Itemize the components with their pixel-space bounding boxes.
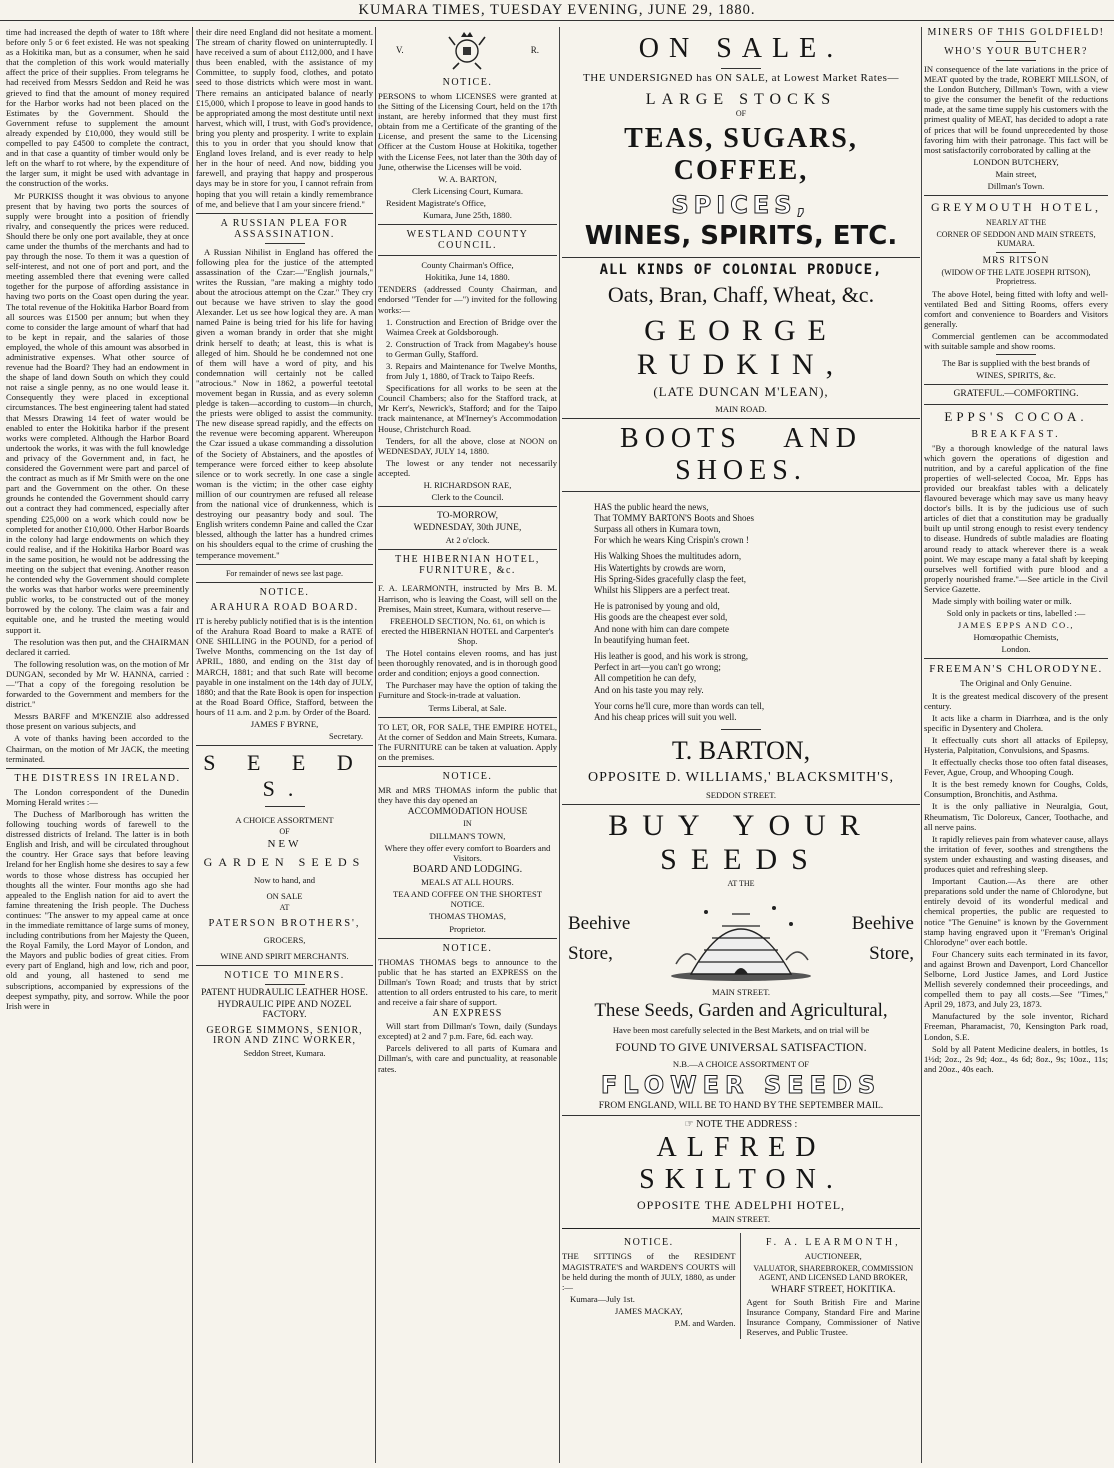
divider [924, 404, 1108, 405]
ad-line: MAIN STREET. [711, 1214, 771, 1225]
learmonth-heading: F. A. LEARMONTH, [765, 1237, 901, 1249]
notice-signature: JAMES MACKAY, [614, 1305, 683, 1316]
ad-line: NEW [267, 837, 302, 850]
divider [562, 257, 920, 258]
ad-line: MRS RITSON [982, 255, 1050, 266]
t-barton: T. BARTON, [671, 736, 811, 766]
beehive-store-block [562, 891, 920, 987]
divider [562, 804, 920, 805]
ad-body: It acts like a charm in Diarrhœa, and is the only specific in Dysentery and Cholera. [924, 712, 1108, 733]
poem-line: And his cheap prices will suit you well. [594, 712, 737, 723]
article-paragraph: The London correspondent of the Dunedin Morning Herald writes :— [6, 786, 189, 807]
notice-body: IT is hereby publicly notified that is is the intention of the Arahura Road Board to make a RATE of ONE SHILLING in the POUND, for a period of Twelve Months, commencing on the 1st day of APRIL, 1880, and ending on the 31st day of MARCH, 1881; and that such Rate will become payable in one instalment on the 14th day of JULY, 1880; and that the Rate Book is open for inspection at the Road Board Office, Stafford, between the hours of 11 a.m. and 2 p.m. by Order of the Board. [196, 616, 373, 717]
article-heading: THE DISTRESS IN IRELAND. [14, 772, 181, 784]
ad-line: Sold only in packets or tins, labelled :— [946, 608, 1086, 619]
ad-line: SEDDON STREET. [705, 790, 777, 801]
poem-line: His goods are the cheapest ever sold, [594, 612, 728, 623]
beehive-right-2: Store, [869, 942, 914, 964]
ad-line: (LATE DUNCAN M'LEAN), [653, 383, 829, 399]
poem-line: He is patronised by young and old, [594, 601, 720, 612]
divider [562, 1115, 920, 1116]
notice-body: Will start from Dillman's Town, daily (Sundays excepted) at 2 and 7 p.m. Fare, 6d. each way. [378, 1021, 557, 1042]
divider [996, 41, 1036, 42]
column-4 [562, 27, 920, 1463]
poem-line: Whilst his Slippers are a perfect treat. [594, 585, 730, 596]
ad-line: N.B.—A CHOICE ASSORTMENT OF [672, 1059, 810, 1070]
ad-line: OF [735, 109, 747, 118]
ad-line: A CHOICE ASSORTMENT [235, 815, 334, 826]
ad-line: BOARD AND LODGING. [412, 864, 523, 876]
ad-body: It is the only palliative in Neuralgia, Gout, Rheumatism, Tic Doloreux, Cancer, Toothache, and all nerve pains. [924, 801, 1108, 832]
divider [562, 418, 920, 419]
notice-body: TENDERS (addressed County Chairman, and endorsed "Tender for —") invited for the following works:— [378, 284, 557, 315]
ad-line: LONDON BUTCHERY, [973, 156, 1059, 167]
notice-heading: WESTLAND COUNTY COUNCIL. [406, 229, 529, 252]
notice-signature: P.M. and Warden. [674, 1317, 736, 1328]
column-5 [924, 27, 1108, 1463]
ad-body: It effectually cuts short all attacks of Epilepsy, Hysteria, Palpitation, Convulsions, and Spasms. [924, 734, 1108, 755]
on-sale-title: ON SALE. [638, 33, 844, 64]
large-stocks: LARGE STOCKS [645, 91, 837, 108]
divider [924, 384, 1108, 385]
notice-signature: JAMES F BYRNE, [250, 719, 319, 730]
ad-line: GEORGE SIMMONS, SENIOR, IRON AND ZINC WORKER, [206, 1025, 363, 1047]
divider [996, 60, 1036, 61]
poem-line: HAS the public heard the news, [594, 501, 709, 512]
notice-heading: NOTICE. [623, 1237, 674, 1249]
ad-body: Sold by all Patent Medicine dealers, in bottles, 1s 1½d; 2oz., 2s 9d; 4oz., 4s 6d; 8oz., 9s; 10oz., 11s; and 20oz., 40s each. [924, 1043, 1108, 1074]
ad-body: IN consequence of the late variations in the price of MEAT quoted by the trade, ROBERT MILLSON, of the London Butchery, Dillman's Town, with a view to give the consumer the benefit of the reductions made, at the same time supply his customers with the primest quality of MEAT, has decided to adopt a rate of prices that will be found unprecedented by those favoring him with their patronage. This fact will be most satisfactorily corroborated by calling at the [924, 64, 1108, 155]
notice-line: Hokitika, June 14, 1880. [425, 272, 510, 283]
ad-body: It is the greatest medical discovery of the present century. [924, 690, 1108, 711]
poem-line: And none with him can dare compete [594, 623, 729, 634]
ad-line: Now to hand, and [253, 875, 316, 885]
ad-line: GROCERS, [263, 934, 306, 945]
divider [265, 243, 305, 244]
sale-date: At 2 o'clock. [445, 535, 490, 546]
greymouth-heading: GREYMOUTH HOTEL, [931, 200, 1101, 215]
ad-body: Commercial gentlemen can be accommodated with suitable sample and show rooms. [924, 331, 1108, 352]
poem-line: His Walking Shoes the multitudes adorn, [594, 551, 742, 562]
ad-line: The Original and Only Genuine. [960, 678, 1072, 689]
boots-and-shoes: BOOTS AND SHOES. [620, 422, 862, 486]
poem-line: That TOMMY BARTON'S Boots and Shoes [594, 512, 755, 523]
notice-item: 3. Repairs and Maintenance for Twelve Months, from July 1, 1880, of Track to Taipo Reefs. [386, 360, 557, 382]
divider [924, 658, 1108, 659]
notice-item: 1. Construction and Erection of Bridge over the Waimea Creek at Goldsborough. [386, 316, 557, 337]
divider [378, 549, 557, 550]
divider [265, 984, 305, 985]
ad-line: AT THE [727, 879, 755, 889]
notice-body: F. A. LEARMONTH, instructed by Mrs B. M. Harrison, who is leaving the Coast, will sell on the Premises, Main street, Kumara, without reserve— [378, 583, 557, 614]
ad-line: AUCTIONEER, [804, 1251, 862, 1262]
teas-sugars-coffee: TEAS, SUGARS, COFFEE, [624, 122, 858, 186]
divider [196, 582, 373, 583]
column-divider [375, 27, 376, 1463]
article-paragraph: Messrs BARFF and M'KENZIE also addressed those present on various subjects, and [6, 711, 189, 732]
ad-line: VALUATOR, SHAREBROKER, COMMISSION AGENT, AND LICENSED LAND BROKER, [753, 1263, 914, 1282]
epps-subheading: BREAKFAST. [971, 428, 1061, 440]
these-seeds: These Seeds, Garden and Agricultural, [594, 999, 888, 1021]
ad-line: MAIN ROAD. [715, 403, 767, 414]
article-paragraph: time had increased the depth of water to 18ft where before only 5 or 6 feet existed. He was not speaking as a Hokitika man, but as a consumer, when he said that the completion of this work would materially affect the price of their supplies. From telegrams he had received from Messrs Seddon and Reid he was grieved to find that the amount of money required for the Harbor works had not been placed on the Estimates by the Government. Should the Government refuse to supplement the amount already expended by £10,000, they would still be compelled to pay £4500 to complete the contract, and in that case a quantity of timber would only be left on the wharf to rot where, by the expenditure of the larger sum, it might be used with advantage in the construction of the works. [6, 27, 189, 189]
ad-line: PATERSON BROTHERS', [208, 917, 361, 929]
article-paragraph: A vote of thanks having been accorded to the Chairman, on the motion of Mr JACK, the meeting terminated. [6, 733, 189, 764]
divider [378, 255, 557, 256]
divider [721, 729, 761, 730]
ad-line: PATENT HUDRAULIC LEATHER HOSE. [201, 987, 368, 998]
divider [378, 224, 557, 225]
ad-line: AN EXPRESS [432, 1008, 503, 1020]
divider [996, 354, 1036, 355]
notice-body: Terms Liberal, at Sale. [428, 702, 507, 713]
article-paragraph: The resolution was then put, and the CHAIRMAN declared it carried. [6, 636, 189, 657]
pointing-hand-icon: ☞ [684, 1119, 697, 1131]
ad-line: GARDEN SEEDS [203, 854, 366, 869]
colonial-produce: ALL KINDS OF COLONIAL PRODUCE, [599, 261, 883, 278]
notice-body: TO LET, OR, FOR SALE, THE EMPIRE HOTEL, At the corner of Seddon and Main Streets, Kumara. The FURNITURE can be taken at valuation. Apply on the premises. [378, 721, 557, 762]
crest-r: R. [530, 45, 539, 55]
ad-line: MAIN STREET. [711, 986, 771, 997]
article-paragraph: The Duchess of Marlborough has written the following touching words of farewell to the distressed districts of Ireland. The latter is in both English and Irish, and will be circulated throughout the country. Her Grace says that before leaving Ireland for her English home she desires to say a few words to those whose distress has occupied her thoughts all the winter. Four months ago she had appealed to the English nation for aid to avert the famine threatening the Irish people. The Duchess continues: "The answer to my appeal came at once in the immediate remittance of large sums of money, including contributions from her Majesty the Queen, the Royal Family, the Lord Mayor of London, and the Mayors and public bodies of great cities. From every part of England, high and low, rich and poor, old and young, all hastened to send me subscriptions, accompanied by expressions of the deepest sympathy, pity, and sorrow. While the poor Irish were in [6, 808, 189, 1011]
notice-signature: Resident Magistrate's Office, [386, 197, 486, 208]
buy-your-seeds: BUY YOUR SEEDS [608, 809, 874, 877]
notice-body: THOMAS THOMAS begs to announce to the public that he has started an EXPRESS on the Dillman's Town Road; and trusts that by strict attention to all orders entrusted to his care, to merit and receive a fair share of support. [378, 956, 557, 1007]
poem-line: For which he wears King Crispin's crown ! [594, 535, 749, 546]
poem-line: His Watertights by crowds are worn, [594, 562, 726, 573]
wines-spirits: WINES, SPIRITS, ETC. [584, 220, 898, 251]
george-rudkin: GEORGE RUDKIN, [636, 313, 846, 381]
royal-crest-icon [445, 29, 489, 71]
freeman-heading: FREEMAN'S CHLORODYNE. [929, 663, 1103, 676]
column-1 [6, 27, 189, 1463]
notice-body: The lowest or any tender not necessarily accepted. [378, 457, 557, 478]
notice-signature: Secretary. [328, 731, 363, 742]
article-paragraph: A Russian Nihilist in England has offered the following plea for the justice of the attempted assassination of the Czar:—"English journals," writes the Russian, "are making a mighty todo about the atrocious attempt on the Czar." They cry out because we have striven to slay the good Alexander. Let us see how logical they are. A man named Paine is being tried for his life for having given a woman brandy in order that she might drink herself to death; at least, this is what is alleged of him. Should he be condemned not one of them will have a word of pity, and his condemnation will certainly not be called "atrocious." Now in 1862, a powerful teetotal movement began in Russia, and as every solemn pledge is taken—according to custom—in church, the priests were obliged to assist the community. The new disease spread rapidly, and the effects on the revenue were becoming apparent. Whereupon the Czar issued a ukase commanding a dissolution of the Society of Abstainers, and the apostles of temperance were forced either to keep absolute silence or to work secretly. In one case a single woman is the victim; in the other case eighty million of our countrymen are refused all release from the national vice of drunkenness, which is destroying our peasantry body and soul. The English writers condemn Paine and called the Czar blessed, although the latter has a hundred crimes on his shoulders equal to the crime of crushing the temperance movement." [196, 246, 373, 560]
divider [196, 213, 373, 214]
ad-body: It rapidly relieves pain from whatever cause, allays the irritation of fever, soothes and strengthens the system under exhausting and wasting diseases, and produces quiet and refreshing sleep. [924, 833, 1108, 875]
article-paragraph: The following resolution was, on the motion of Mr DUNGAN, seconded by Mr W. HANNA, carried :—"That a copy of the foregoing resolution be forwarded to the Government and members for the district." [6, 658, 189, 710]
poem-line: Perfect in art—you can't go wrong; [594, 662, 721, 673]
notice-line: Kumara—July 1st. [570, 1293, 635, 1304]
beehive-icon [666, 894, 816, 984]
ad-line: THE UNDERSIGNED has ON SALE, at Lowest Market Rates— [583, 72, 899, 84]
ad-line: (WIDOW OF THE LATE JOSEPH RITSON), Proprietress. [941, 267, 1091, 287]
ad-line: GRATEFUL.—COMFORTING. [953, 389, 1079, 400]
ad-body: "By a thorough knowledge of the natural laws which govern the operations of digestion and nutrition, and by a careful application of the fine properties of well-selected Cocoa, Mr. Epps has provided our breakfast tables with a delicately flavoured beverage which may save us many heavy doctor's bills. It is by the judicious use of such articles of diet that a constitution may be gradually built up until strong enough to resist every tendency to disease. Hundreds of subtle maladies are floating around ready to attack wherever there is a weak point. We may escape many a fatal shaft by keeping ourselves well fortified with pure blood and a properly nourished frame."—See article in the Civil Service Gazette. [924, 442, 1108, 594]
boots-poem [562, 502, 920, 724]
divider [378, 938, 557, 939]
ad-line: IN [463, 819, 472, 829]
column-divider [921, 27, 922, 1463]
poem-line: And on his taste you may rely. [594, 684, 704, 695]
ad-line: Homœopathic Chemists, [973, 632, 1059, 643]
column-3 [378, 27, 557, 1463]
divider [6, 768, 189, 769]
divider [378, 506, 557, 507]
sale-date: WEDNESDAY, 30th JUNE, [413, 523, 522, 534]
column-divider [559, 27, 560, 1463]
column-divider [192, 27, 193, 1463]
divider [265, 806, 305, 807]
article-paragraph: their dire need England did not hesitate a moment. The stream of charity flowed on uninterruptedly. I have received a sum of about £112,000, and I have thus been enabled, with the assistance of my Committee, to supply food, clothes, and potato seed to those districts which were most in want. There remains an anticipated balance of nearly £15,000, which I propose to leave in good hands to be appropriated among the most destitute until next harvest, which will, I trust, with God's providence, bring you plenty and prosperity. I write to explain this to you in order that you should know that England loves Ireland, and is ever ready to help her in the hour of need. And now, bidding you farewell, and praying that happy and prosperous days may be in store for you, I cannot refrain from hoping that you will retain a kindly remembrance of me, and believe that I am your sincere friend." [196, 27, 373, 209]
notice-body: The Purchaser may have the option of taking the Furniture and Stock-in-trade at valuation. [378, 680, 557, 701]
ad-line: ON SALE [266, 891, 303, 902]
sale-date: TO-MORROW, [437, 511, 498, 522]
notice-heading: NOTICE. [442, 77, 493, 88]
notice-heading: NOTICE. [259, 587, 310, 599]
beehive-left-1: Beehive [568, 912, 631, 934]
ad-body: Made simply with boiling water or milk. [932, 595, 1072, 606]
article-paragraph: Mr PURKISS thought it was obvious to anyone present that by having two ports the sources of supply were brought into a position of friendly rivalry, and consequently the prices were reduced. Should there be only one port available, they at once came under the thumbs of the merchants and had to pay through the nose. To them it was a question of self-interest, and not one of port and port, and the meeting assembled there that evening were called together for the purpose of affording assistance in having two ports on the Coast open during the year. The total revenue of the Hokitika Harbor Board from all sources was £1500 per annum; but when they come to consider the large amount of wharf that had to be kept in repair, and the salaries of those employed, the whole of this amount was absorbed in administrative expenses. What other source of revenue had the Board? They had an endowment in the shape of land down South on which they could not raise a single penny, as no one would lease it. Consequently they were placed in exceptional circumstances. The best engineering talent had stated that Messrs Drawing 14 feet of water would be enabled to enter the Hokitika harbor if the present works were completed. Although the Harbor Board undertook the works, it was with the full knowledge and privacy of the Government and, in fact, he considered the Government were part and parcel of the contract as much as if Mr Smith were on the one part and the Government on the other. On these grounds he contended the Government should carry out a contract they had commenced, especially after spending £25,000 on a work which could now be completed for another £10,000. Other Harbor Boards in the colony had large endowments on which they could realise, and if the Hokitika Harbor Board was in the same position, he would not be addressing the meeting on the subject that evening. Another reason he contended why the Government should complete the works was that harbor works were preeminently public works, to be constructed out of the money borrowed by the colony. The claim was a fair and equitable one, and he trusted the meeting would support it. [6, 190, 189, 635]
divider [448, 579, 488, 580]
note-address-label: NOTE THE ADDRESS : [696, 1119, 798, 1131]
column-2 [196, 27, 373, 1463]
divider [196, 745, 373, 746]
notice-heading: MINERS OF THIS GOLDFIELD! [927, 27, 1105, 38]
notice-item: 2. Construction of Track from Magabey's house to German Gully, Stafford. [386, 338, 557, 359]
remainder-note: For remainder of news see last page. [225, 568, 344, 578]
ad-line: Agent for South British Fire and Marine Insurance Company, Standard Fire and Marine Insurance Company, Commissioner of Native Reserves, and Public Trustee. [746, 1296, 920, 1337]
ad-line: HYDRAULIC PIPE AND NOZEL FACTORY. [217, 1000, 352, 1021]
ad-line: Proprietor. [449, 923, 486, 934]
ad-line: DILLMAN'S TOWN, [429, 830, 506, 841]
ad-body: The above Hotel, being fitted with lofty and well-ventilated Bed and Sitting Rooms, offers every comfort and convenience to Boarders and Visitors generally. [924, 288, 1108, 329]
crest-v: V. [396, 45, 404, 55]
ad-line: OPPOSITE THE ADELPHI HOTEL, [636, 1198, 846, 1213]
notice-heading: NOTICE. [442, 770, 493, 782]
ad-body: Important Caution.—As there are other preparations sold under the name of Chlorodyne, but entirely devoid of its wonderful medical and chemical properties, the public are requested to notice "The Genuine" is known by the Government stamp having engraved upon it "Freman's Original Chlorodyne" over each bottle. [924, 876, 1108, 947]
divider [721, 68, 761, 69]
beehive-left-2: Store, [568, 942, 613, 964]
divider [378, 717, 557, 718]
spices: SPICES, [671, 190, 811, 219]
poem-line: Surpass all others in Kumara town, [594, 524, 721, 534]
ad-line: Main street, [995, 168, 1037, 179]
divider [378, 766, 557, 767]
ad-body: It effectually checks those too often fatal diseases, Fever, Ague, Croup, and Whooping Cough. [924, 757, 1108, 778]
notice-body: Parcels delivered to all parts of Kumara and Dillman's, with care and punctuality, at reasonable rates. [378, 1043, 557, 1074]
masthead: KUMARA TIMES, TUESDAY EVENING, JUNE 29, 1880. [0, 0, 1114, 21]
ad-body: Manufactured by the sole inventor, Richard Freeman, Pharamacist, 70, Kensington Park road, London, S.E. [924, 1011, 1108, 1042]
ad-line: JAMES EPPS AND CO., [957, 620, 1075, 631]
notice-signature: W. A. BARTON, [438, 173, 497, 184]
notice-body: MR and MRS THOMAS inform the public that they have this day opened an [378, 784, 557, 806]
poem-line: Your corns he'll cure, more than words can tell, [594, 700, 765, 711]
alfred-skilton: ALFRED SKILTON. [639, 1132, 843, 1196]
notice-signature: H. RICHARDSON RAE, [423, 480, 512, 490]
bottom-notices [562, 1233, 920, 1339]
poem-line: All competition he can defy, [594, 673, 697, 684]
epps-heading: EPPS'S COCOA. [944, 408, 1088, 424]
notice-subheading: ARAHURA ROAD BOARD. [210, 602, 359, 614]
divider [196, 564, 373, 565]
poem-line: His leather is good, and his work is strong, [594, 651, 748, 662]
ad-line: NEARLY AT THE [986, 218, 1046, 228]
ad-body: Four Chancery suits each terminated in its favor, and against Brown and Davenport, Lord Chancellor Selborne, Lord Justice James, and Lord Justice Mellish severely condemned their proceedings, and compelled them to pay all costs.—See "Times," April 29, 1873, and July 23, 1873. [924, 948, 1108, 1010]
poem-line: His Spring-Sides gracefully clasp the feet, [594, 573, 746, 584]
ad-line: OPPOSITE D. WILLIAMS,' BLACKSMITH'S, [587, 770, 895, 786]
seeds-title: S E E D S. [203, 750, 366, 802]
ad-line: THOMAS THOMAS, [429, 911, 506, 922]
ad-line: TEA AND COFFEE ON THE SHORTEST NOTICE. [392, 889, 542, 910]
ad-line: WINES, SPIRITS, &c. [976, 370, 1056, 381]
notice-body: FREEHOLD SECTION, No. 61, on which is erected the HIBERNIAN HOTEL and Carpenter's Shop. [381, 615, 554, 646]
ad-line: OF [279, 827, 290, 837]
ad-line: London. [1001, 644, 1031, 655]
divider [562, 491, 920, 492]
ad-line: The Bar is supplied with the best brands of [942, 358, 1090, 369]
notice-body: PERSONS to whom LICENSES were granted at the Sitting of the Licensing Court, held on the 17th instant, are hereby informed that they must first obtain from me a Certificate of the granting of the License, and present the same to the Licensing Officer at the Custom House at Hokitika, together with the License Fees, not later than the 30th day of June, otherwise the Licenses will be void. [378, 91, 557, 172]
ad-line: MEALS AT ALL HOURS. [421, 877, 514, 888]
divider [996, 252, 1036, 253]
notice-body: Specifications for all works to be seen at the Council Chambers; also for the Stafford track, at Mr Kerr's, Newrick's, Stafford; and for the Taipo track maintenance, at M'Inerney's Accommodation House, Christchurch Road. [378, 383, 557, 434]
divider [924, 195, 1108, 196]
ad-line: FOUND TO GIVE UNIVERSAL SATISFACTION. [615, 1040, 867, 1055]
beehive-right-1: Beehive [851, 912, 914, 934]
divider [196, 965, 373, 966]
ad-line: Dillman's Town. [987, 181, 1045, 192]
divider [562, 1228, 920, 1229]
poem-line: In beautifying human feet. [594, 634, 690, 645]
ad-body: It is the best remedy known for Coughs, Colds, Consumption, Bronchitis, and Asthma. [924, 779, 1108, 800]
notice-body: THE SITTINGS of the RESIDENT MAGISTRATE'S and WARDEN'S COURTS will be held during the month of JULY, 1880, as under :— [562, 1251, 736, 1292]
ad-line: AT [279, 903, 290, 913]
notice-body: Tenders, for all the above, close at NOON on WEDNESDAY, JULY 14, 1880. [378, 435, 557, 456]
notice-body: The Hotel contains eleven rooms, and has just been thoroughly renovated, and is in thorough good order and condition; enjoys a good connection. [378, 648, 557, 679]
notice-heading: NOTICE TO MINERS. [224, 969, 345, 981]
notice-signature: Clerk to the Council. [431, 492, 504, 503]
oats-bran: Oats, Bran, Chaff, Wheat, &c. [607, 281, 875, 307]
ad-line: Have been most carefully selected in the Best Markets, and on trial will be [612, 1024, 870, 1035]
article-heading: A RUSSIAN PLEA FOR ASSASSINATION. [220, 217, 349, 240]
notice-heading: NOTICE. [442, 942, 493, 954]
notice-signature: Kumara, June 25th, 1880. [423, 210, 512, 221]
notice-heading: WHO'S YOUR BUTCHER? [944, 46, 1088, 57]
ad-line: ACCOMMODATION HOUSE [407, 807, 528, 818]
ad-line: FROM ENGLAND, WILL BE TO HAND BY THE SEPTEMBER MAIL. [598, 1101, 884, 1112]
notice-line: County Chairman's Office, [421, 260, 514, 271]
notice-signature: Clerk Licensing Court, Kumara. [412, 185, 523, 196]
ad-line: Seddon Street, Kumara. [243, 1048, 326, 1059]
ad-line: WINE AND SPIRIT MERCHANTS. [220, 950, 349, 961]
note-address [562, 1120, 920, 1130]
notice-heading: THE HIBERNIAN HOTEL, FURNITURE, &c. [395, 554, 540, 577]
ad-line: CORNER OF SEDDON AND MAIN STREETS, KUMARA. [936, 229, 1096, 249]
ad-line: Where they offer every comfort to Boarders and Visitors. [384, 842, 551, 863]
flower-seeds: FLOWER SEEDS [600, 1071, 882, 1100]
ad-line: WHARF STREET, HOKITIKA. [771, 1284, 896, 1295]
